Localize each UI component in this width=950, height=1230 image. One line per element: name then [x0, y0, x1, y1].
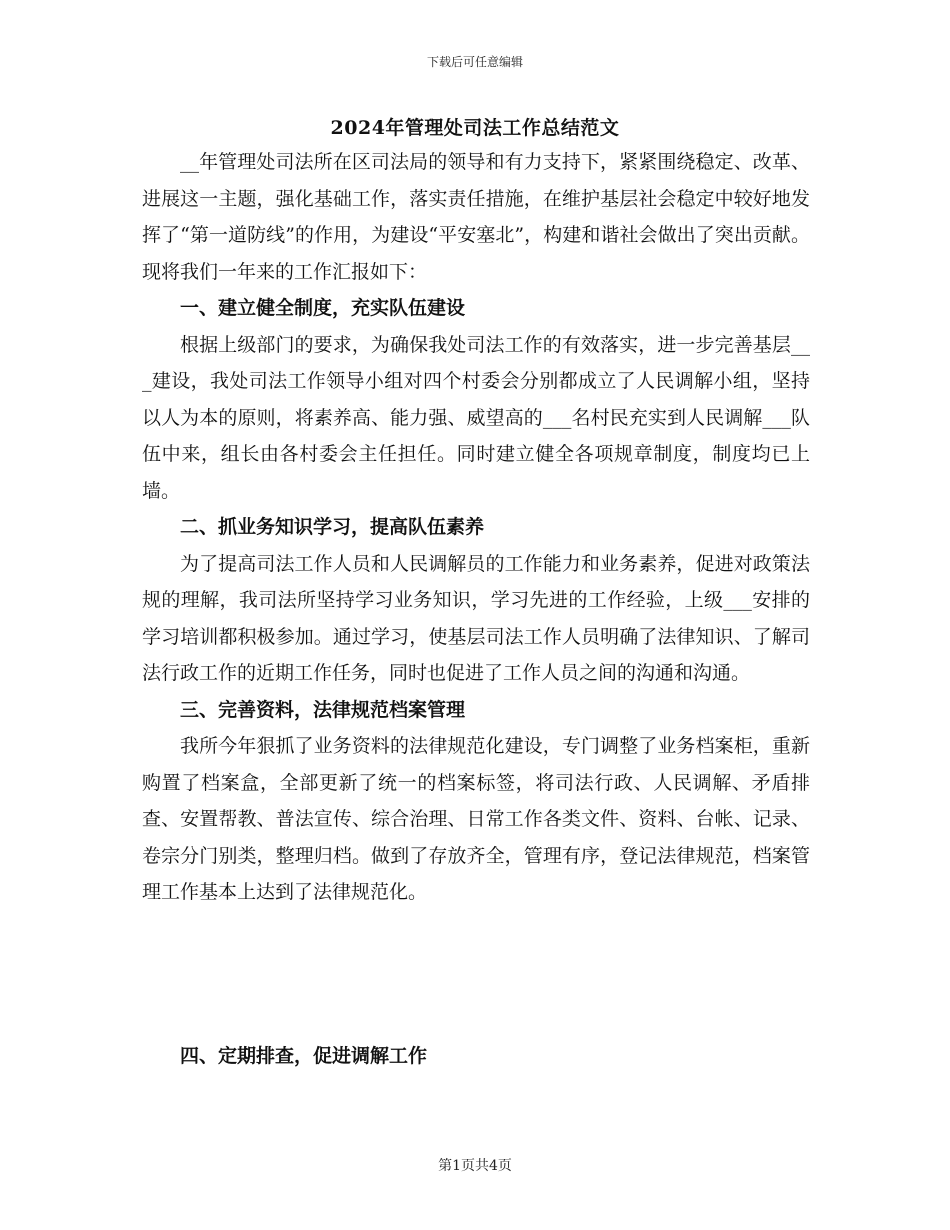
intro-paragraph: __年管理处司法所在区司法局的领导和有力支持下，紧紧围绕稳定、改革、进展这一主题，强化基础工作，落实责任措施，在维护基层社会稳定中较好地发挥了“第一道防线”的作用，为建设“平安塞北”，构建和谐社会做出了突出贡献。现将我们一年来的工作汇报如下： [142, 151, 810, 283]
section-body-2: 为了提高司法工作人员和人民调解员的工作能力和业务素养，促进对政策法规的理解，我司法所坚持学习业务知识，学习先进的工作经验，上级___安排的学习培训都积极参加。通过学习，使基层司法工作人员明确了法律知识、了解司法行政工作的近期工作任务，同时也促进了工作人员之间的沟通和沟通。 [142, 552, 810, 684]
section-body-1: 根据上级部门的要求，为确保我处司法工作的有效落实，进一步完善基层___建设，我处司法工作领导小组对四个村委会分别都成立了人民调解小组，坚持以人为本的原则，将素养高、能力强、威望高的___名村民充实到人民调解___队伍中来，组长由各村委会主任担任。同时建立健全各项规章制度，制度均已上墙。 [142, 333, 810, 502]
section-heading-3: 三、完善资料，法律规范档案管理 [180, 698, 466, 721]
section-heading-4: 四、定期排查，促进调解工作 [180, 1045, 428, 1067]
page-footer: 第1页共4页 [438, 1158, 512, 1174]
section-heading-1: 一、建立健全制度，充实队伍建设 [180, 297, 466, 319]
section-heading-2: 二、抓业务知识学习，提高队伍素养 [180, 516, 485, 538]
section-body-3: 我所今年狠抓了业务资料的法律规范化建设，专门调整了业务档案柜，重新购置了档案盒，全部更新了统一的档案标签，将司法行政、人民调解、矛盾排查、安置帮教、普法宣传、综合治理、日常工作各类文件、资料、台帐、记录、卷宗分门别类，整理归档。做到了存放齐全，管理有序，登记法律规范，档案管理工作基本上达到了法律规范化。 [142, 735, 810, 903]
document-body [142, 144, 810, 911]
header-note: 下载后可任意编辑 [426, 55, 523, 69]
document-title: 2024年管理处司法工作总结范文 [330, 117, 620, 139]
